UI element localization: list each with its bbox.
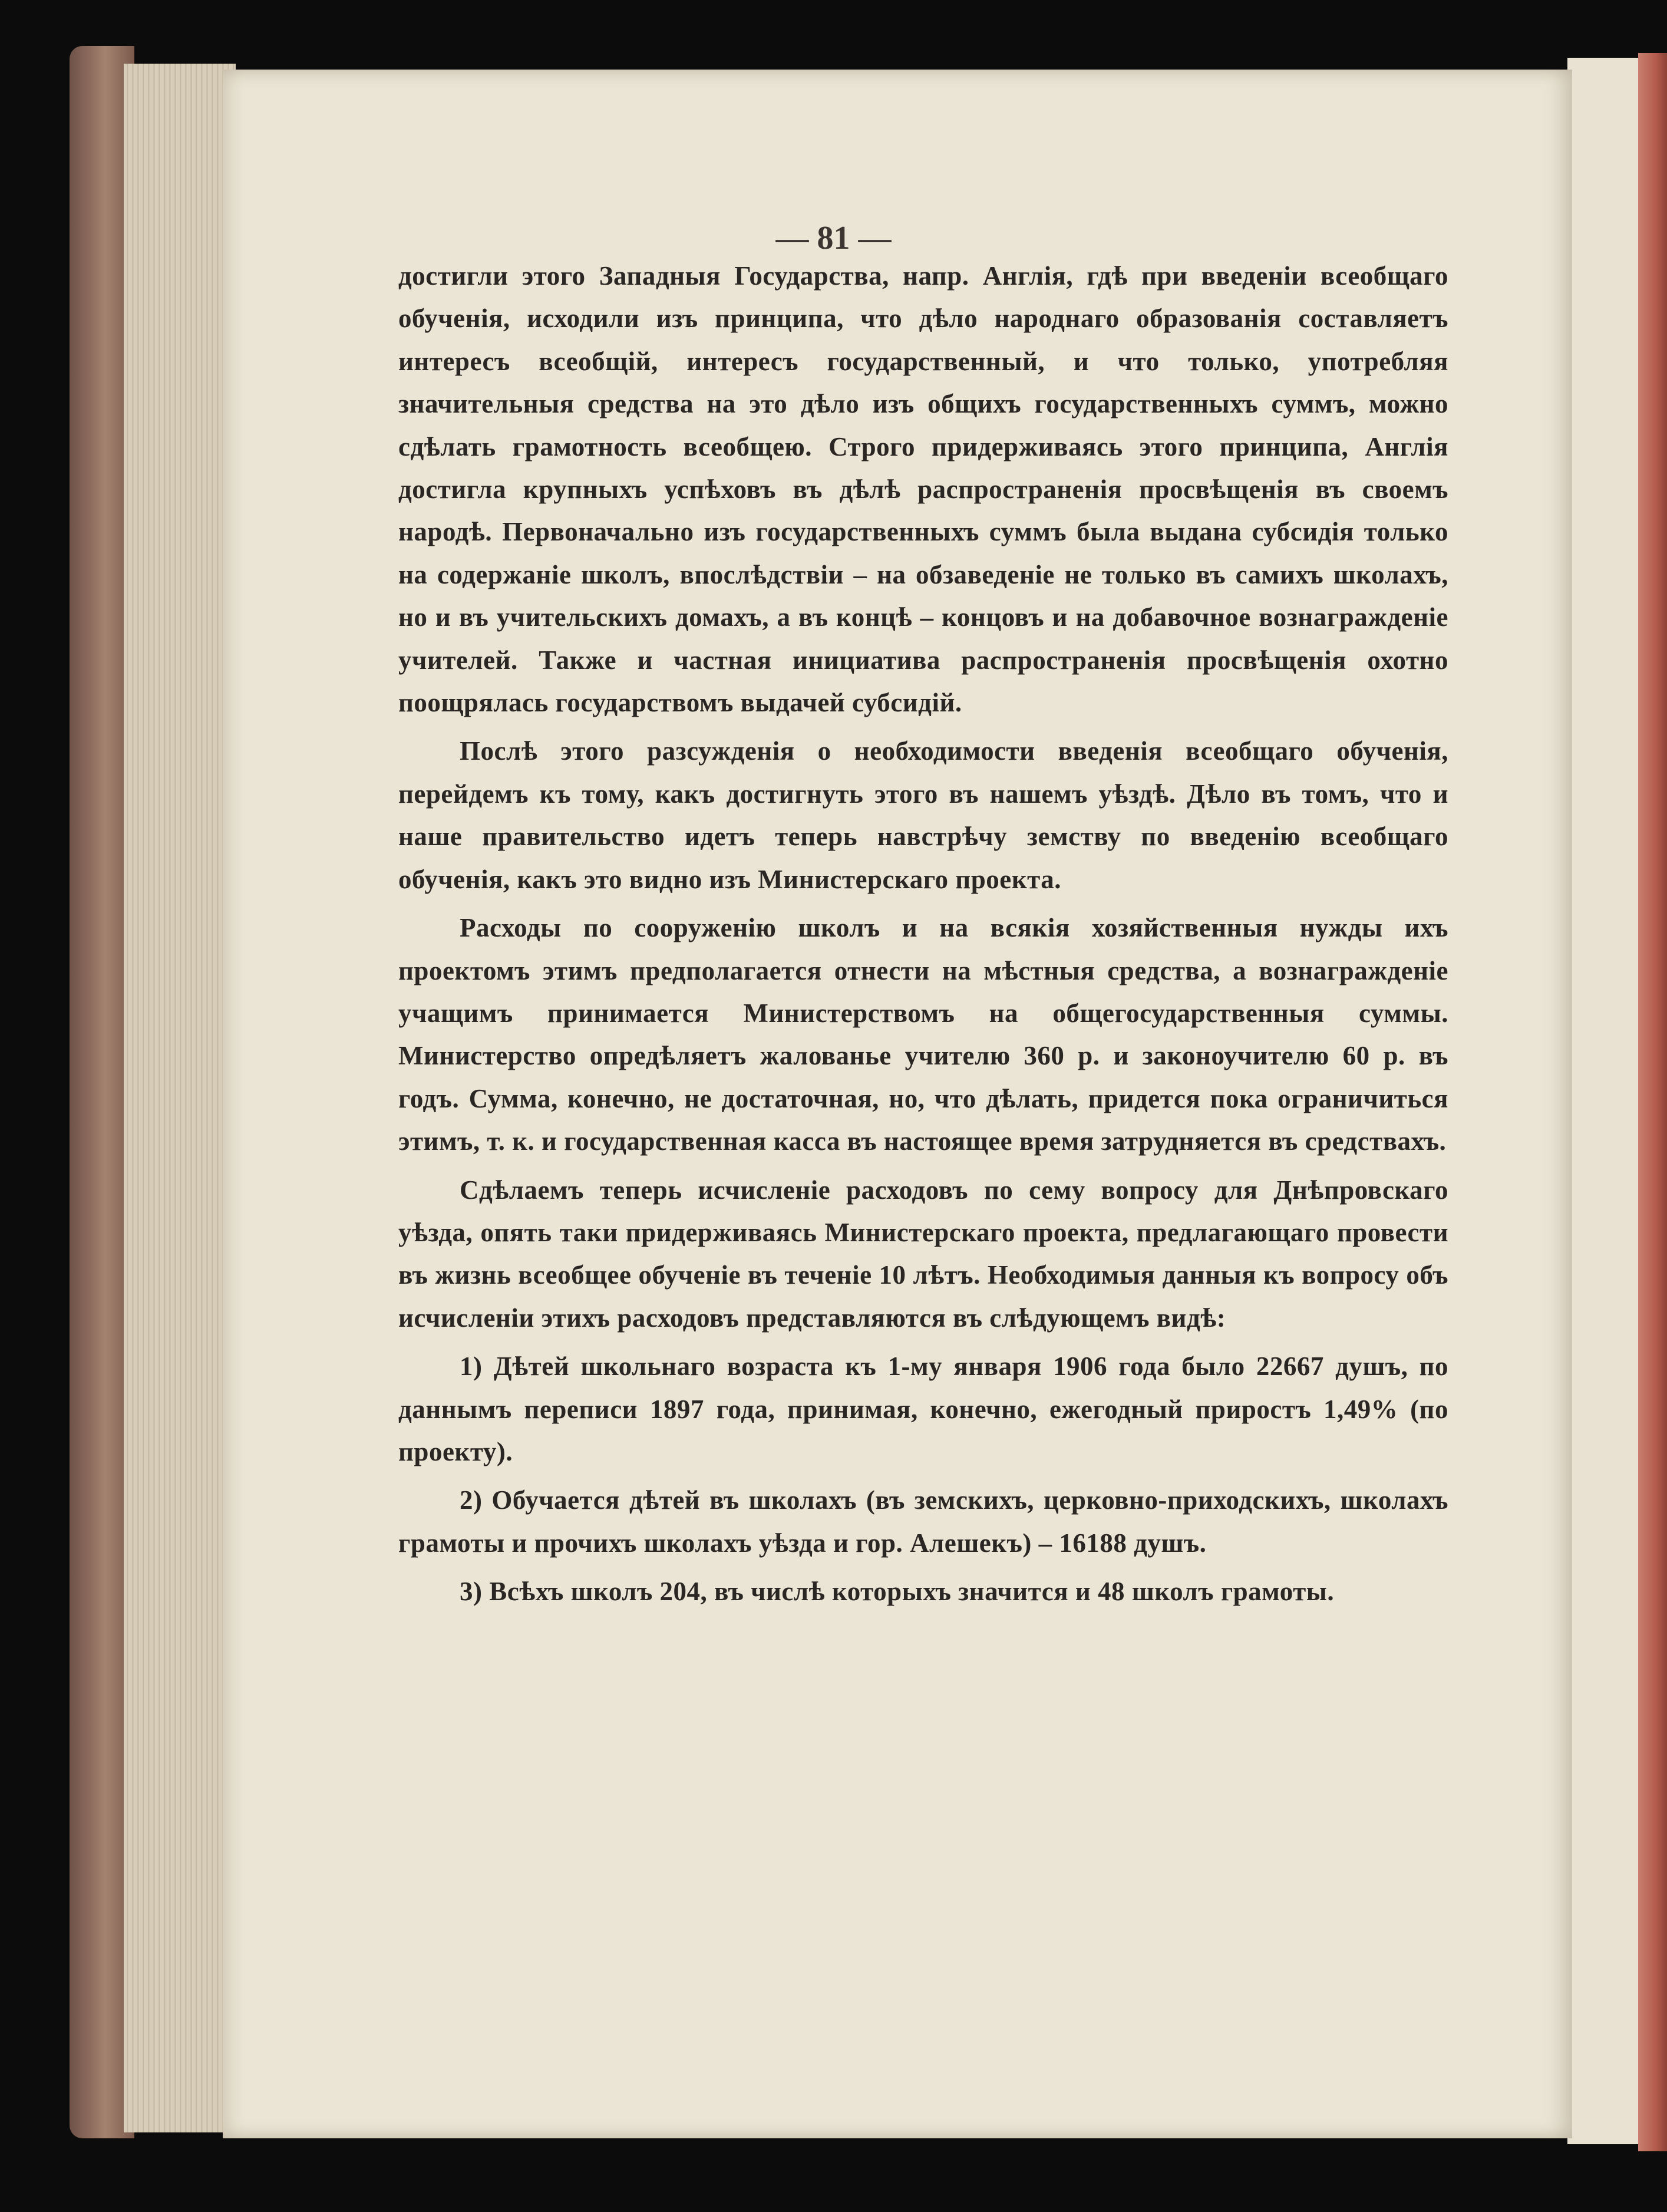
list-item-2: 2) Обучается дѣтей въ школахъ (въ земскихъ, церковно-приходскихъ, школахъ грамоты и прочихъ школахъ уѣзда и гор. Алешекъ) – 16188 душъ. (398, 1485, 1448, 1558)
paragraph-3: Расходы по сооруженію школъ и на всякія хозяйственныя нужды ихъ проектомъ этимъ предполагается отнести на мѣстныя средства, а вознагражденіе учащимъ принимается Министерствомъ на общегосударственныя суммы. Министерство опредѣляетъ жалованье учителю 360 р. и законоучителю 60 р. въ годъ. Сумма, конечно, не достаточная, но, что дѣлать, придется пока ограничиться этимъ, т. к. и государственная касса въ настоящее время затрудняется въ средствахъ. (398, 913, 1448, 1156)
list-item-3: 3) Всѣхъ школъ 204, въ числѣ которыхъ значится и 48 школъ грамоты. (460, 1577, 1335, 1607)
paragraph-4: Сдѣлаемъ теперь исчисленіе расходовъ по сему вопросу для Днѣпровскаго уѣзда, опять таки придерживаясь Министерскаго проекта, предлагающаго провести въ жизнь всеобщее обученіе въ теченіе 10 лѣтъ. Необходимыя данныя къ вопросу объ исчисленіи этихъ расходовъ представляются въ слѣдующемъ видѣ: (398, 1175, 1448, 1333)
page-edges (124, 64, 236, 2132)
page-number: — 81 — (775, 220, 892, 256)
paragraph-1: достигли этого Западныя Государства, напр. Англія, гдѣ при введеніи всеобщаго обученія, исходили изъ принципа, что дѣло народнаго образованія составляетъ интересъ всеобщій, интересъ государственный, и что только, употребляя значительныя средства на это дѣло изъ общихъ государственныхъ суммъ, можно сдѣлать грамотность всеобщею. Строго придерживаясь этого принципа, Англія достигла крупныхъ успѣховъ въ дѣлѣ распространенія просвѣщенія въ своемъ народѣ. Первоначально изъ государственныхъ суммъ была выдана субсидія только на содержаніе школъ, впослѣдствіи – на обзаведеніе не только въ самихъ школахъ, но и въ учительскихъ домахъ, а въ концѣ – концовъ и на добавочное вознагражденіе учителей. Также и частная инициатива распространенія просвѣщенія охотно поощрялась государствомъ выдачей субсидій. (398, 261, 1448, 718)
paragraph-2: Послѣ этого разсужденія о необходимости введенія всеобщаго обученія, перейдемъ къ тому, какъ достигнуть этого въ нашемъ уѣздѣ. Дѣло въ томъ, что и наше правительство идетъ теперь навстрѣчу земству по введенію всеобщаго обученія, какъ это видно изъ Министерскаго проекта. (398, 736, 1448, 894)
book-cover-edge (1638, 53, 1667, 2151)
page-text (398, 255, 1448, 1613)
list-item-1: 1) Дѣтей школьнаго возраста къ 1-му января 1906 года было 22667 душъ, по даннымъ переписи 1897 года, принимая, конечно, ежегодный приростъ 1,49% (по проекту). (398, 1351, 1448, 1466)
